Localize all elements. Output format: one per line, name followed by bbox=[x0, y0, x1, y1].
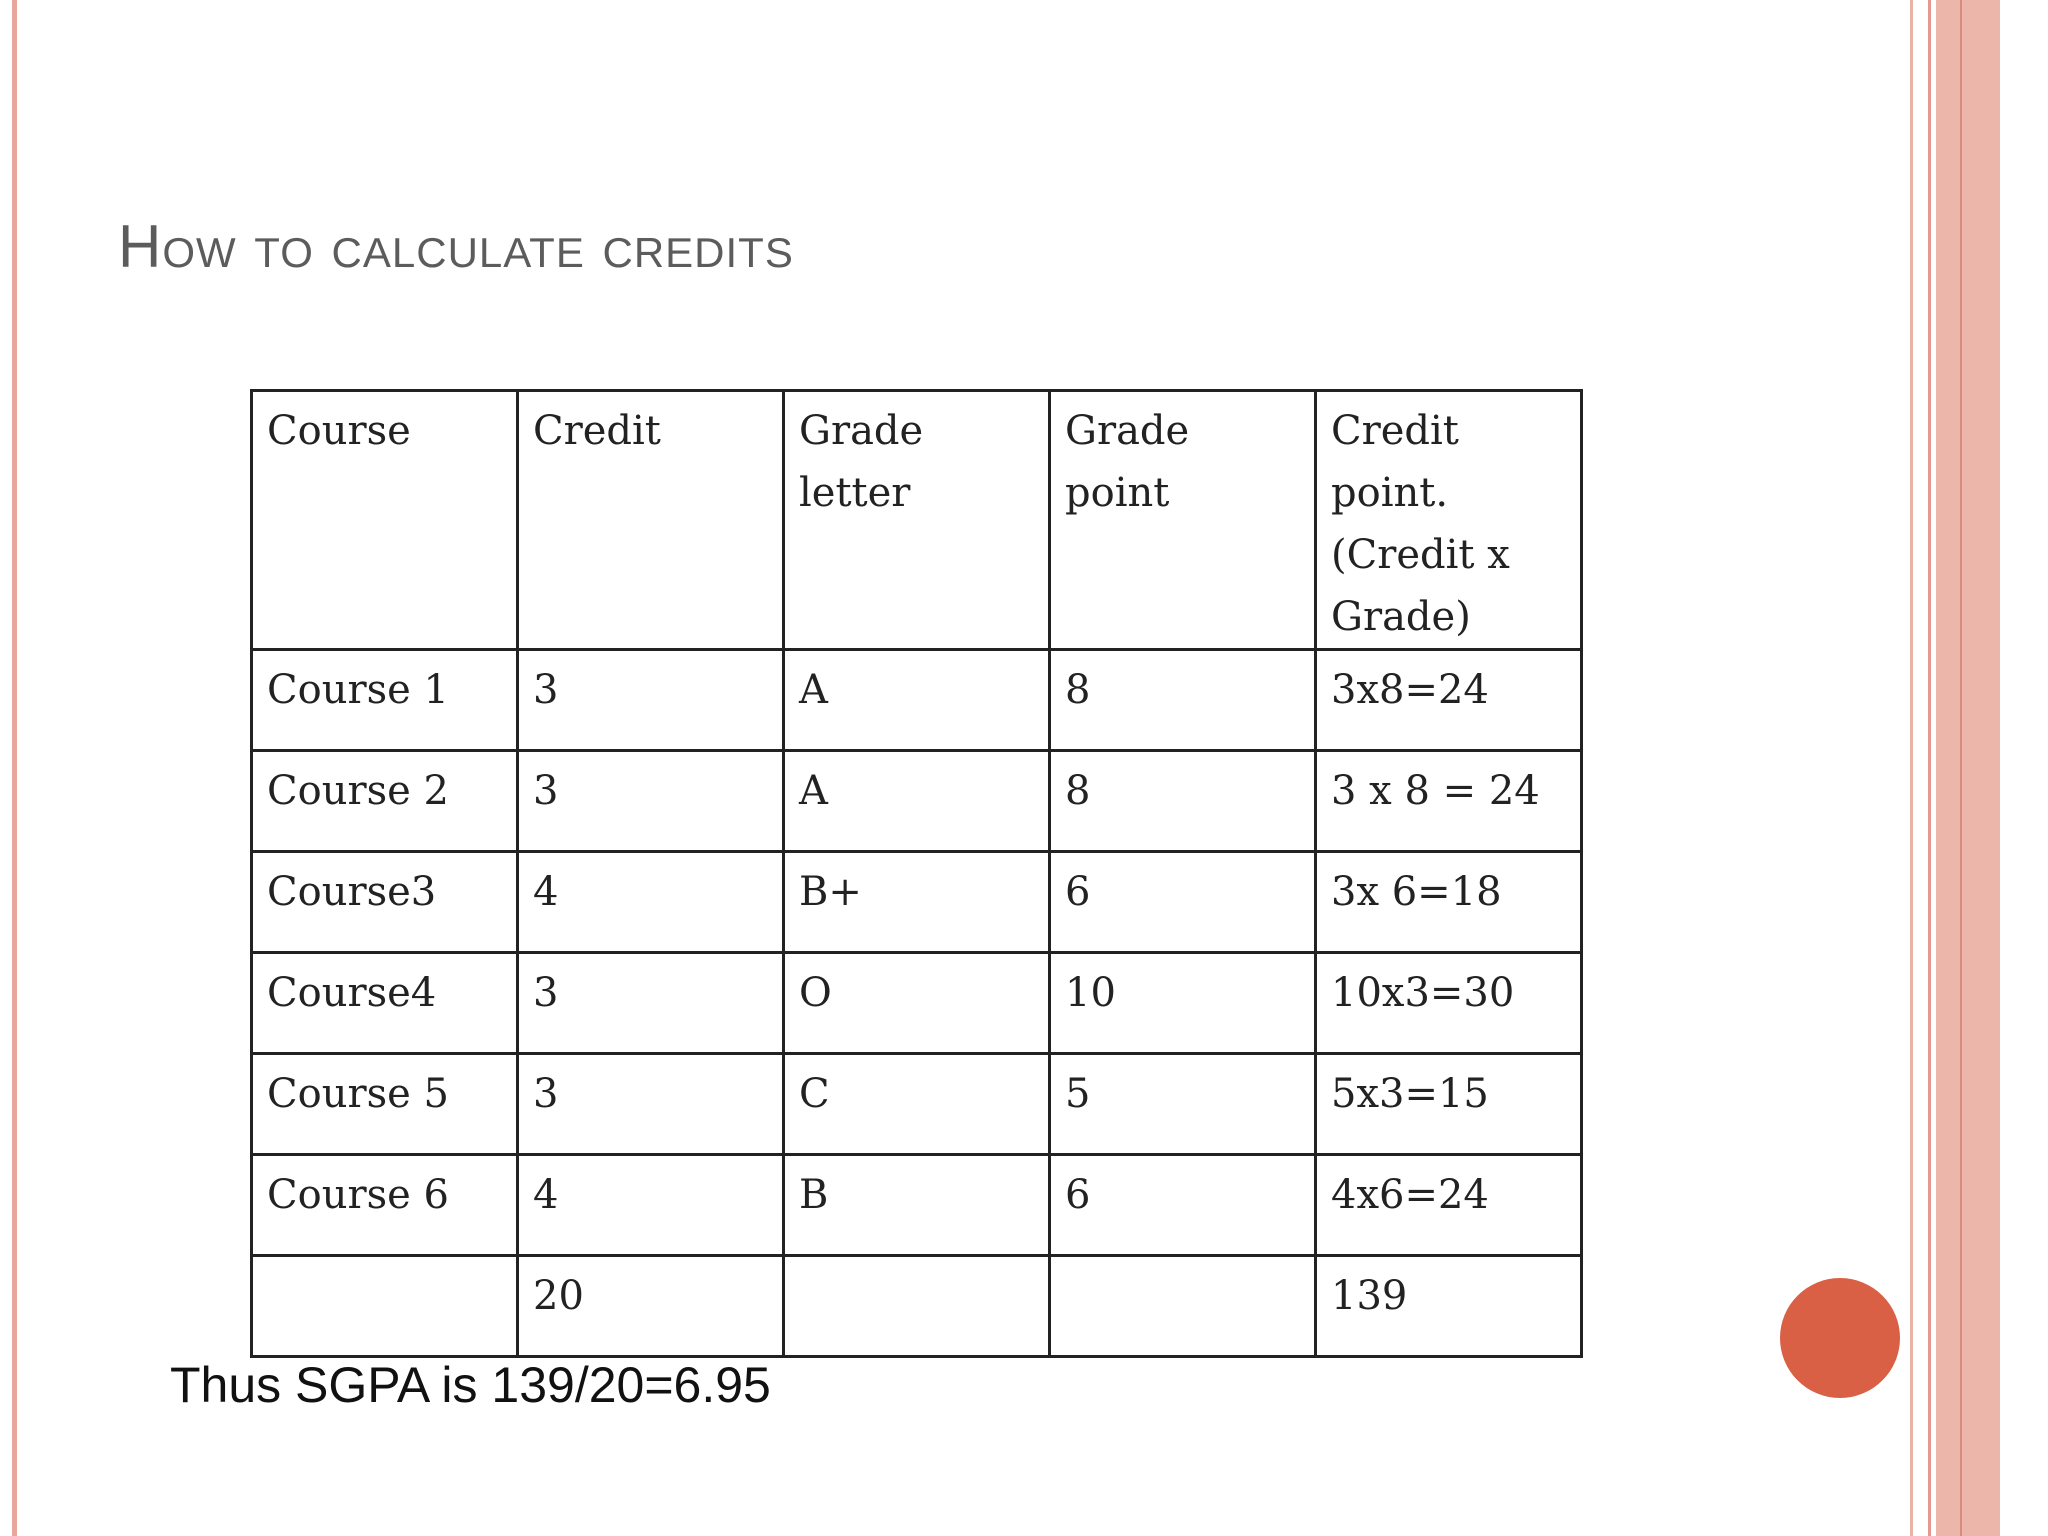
cell-credit: 3 bbox=[518, 1054, 784, 1155]
cell-course bbox=[252, 1256, 518, 1357]
table-row bbox=[252, 1054, 1582, 1155]
cell-credit: 3 bbox=[518, 751, 784, 852]
header-course: Course bbox=[252, 391, 518, 650]
table-total-row bbox=[252, 1256, 1582, 1357]
table-header-row bbox=[252, 391, 1582, 650]
right-border-band bbox=[1936, 0, 2000, 1536]
cell-credit-point: 10x3=30 bbox=[1316, 953, 1582, 1054]
cell-grade-point: 6 bbox=[1050, 1155, 1316, 1256]
cell-grade-letter: A bbox=[784, 751, 1050, 852]
cell-grade-point: 5 bbox=[1050, 1054, 1316, 1155]
cell-course: Course 1 bbox=[252, 650, 518, 751]
header-credit-point: Credit point. (Credit x Grade) bbox=[1316, 391, 1582, 650]
cell-grade-letter: B bbox=[784, 1155, 1050, 1256]
table-row bbox=[252, 650, 1582, 751]
cell-course: Course 5 bbox=[252, 1054, 518, 1155]
cell-credit-total: 20 bbox=[518, 1256, 784, 1357]
cell-credit-point-total: 139 bbox=[1316, 1256, 1582, 1357]
right-border-line bbox=[1928, 0, 1931, 1536]
table-row bbox=[252, 852, 1582, 953]
credits-table bbox=[250, 389, 1583, 1358]
right-border-line bbox=[1910, 0, 1913, 1536]
cell-grade-point: 10 bbox=[1050, 953, 1316, 1054]
cell-credit-point: 3 x 8 = 24 bbox=[1316, 751, 1582, 852]
right-border-line bbox=[1960, 0, 1962, 1536]
cell-credit-point: 3x8=24 bbox=[1316, 650, 1582, 751]
cell-grade-letter: A bbox=[784, 650, 1050, 751]
cell-course: Course 2 bbox=[252, 751, 518, 852]
cell-grade-point: 6 bbox=[1050, 852, 1316, 953]
cell-grade-letter bbox=[784, 1256, 1050, 1357]
cell-credit: 4 bbox=[518, 1155, 784, 1256]
table-row bbox=[252, 1155, 1582, 1256]
slide-nav-button[interactable] bbox=[1780, 1278, 1900, 1398]
cell-grade-point bbox=[1050, 1256, 1316, 1357]
cell-credit: 3 bbox=[518, 650, 784, 751]
cell-grade-letter: O bbox=[784, 953, 1050, 1054]
cell-credit-point: 5x3=15 bbox=[1316, 1054, 1582, 1155]
cell-grade-letter: C bbox=[784, 1054, 1050, 1155]
header-credit: Credit bbox=[518, 391, 784, 650]
cell-course: Course 6 bbox=[252, 1155, 518, 1256]
slide-title: How to calculate credits bbox=[118, 213, 794, 280]
cell-grade-letter: B+ bbox=[784, 852, 1050, 953]
cell-course: Course4 bbox=[252, 953, 518, 1054]
table-row bbox=[252, 751, 1582, 852]
cell-credit-point: 4x6=24 bbox=[1316, 1155, 1582, 1256]
cell-credit: 3 bbox=[518, 953, 784, 1054]
cell-course: Course3 bbox=[252, 852, 518, 953]
cell-credit-point: 3x 6=18 bbox=[1316, 852, 1582, 953]
header-grade-point: Grade point bbox=[1050, 391, 1316, 650]
cell-grade-point: 8 bbox=[1050, 751, 1316, 852]
sgpa-summary: Thus SGPA is 139/20=6.95 bbox=[170, 1357, 771, 1413]
table-row bbox=[252, 953, 1582, 1054]
cell-credit: 4 bbox=[518, 852, 784, 953]
cell-grade-point: 8 bbox=[1050, 650, 1316, 751]
header-grade-letter: Grade letter bbox=[784, 391, 1050, 650]
left-border-line bbox=[12, 0, 17, 1536]
